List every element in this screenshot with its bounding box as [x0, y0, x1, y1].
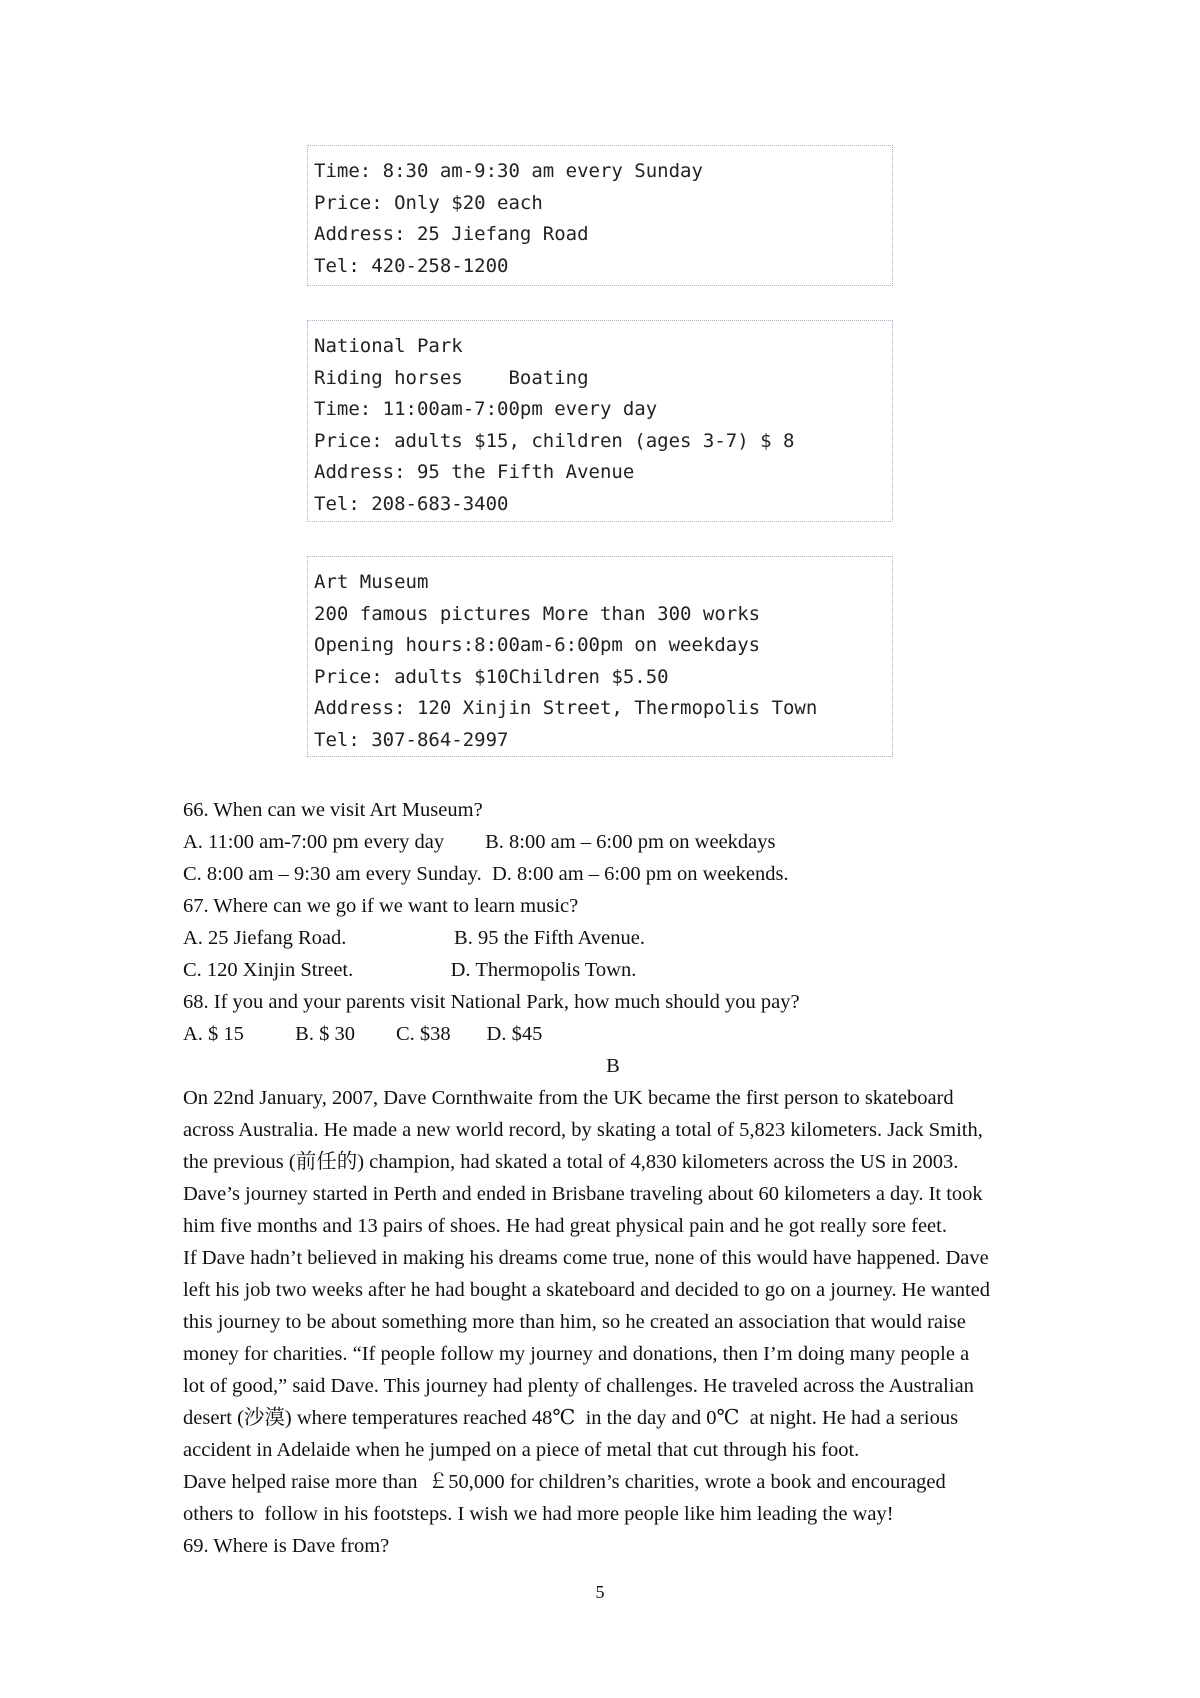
ad-box-national-park: [307, 320, 893, 522]
passage-line: money for charities. “If people follow my journey and donations, then I’m doing many people a: [183, 1343, 970, 1365]
section-b-heading: B: [606, 1055, 620, 1077]
passage-line: accident in Adelaide when he jumped on a piece of metal that cut through his foot.: [183, 1439, 860, 1461]
passage-line: left his job two weeks after he had bought a skateboard and decided to go on a journey. He wanted: [183, 1279, 991, 1301]
ad-title: National Park: [314, 335, 463, 357]
options-67-cd: C. 120 Xinjin Street. D. Thermopolis Town.: [183, 959, 637, 981]
passage-line: across Australia. He made a new world record, by skating a total of 5,823 kilometers. Jack Smith,: [183, 1119, 983, 1141]
question-68: 68. If you and your parents visit National Park, how much should you pay?: [183, 991, 800, 1013]
passage-line: others to follow in his footsteps. I wish we had more people like him leading the way!: [183, 1503, 894, 1525]
question-66: 66. When can we visit Art Museum?: [183, 799, 483, 821]
ad-line: Riding horses Boating: [314, 366, 589, 389]
options-66-cd: C. 8:00 am – 9:30 am every Sunday. D. 8:00 am – 6:00 pm on weekends.: [183, 863, 789, 885]
passage-line: desert (沙漠) where temperatures reached 48℃ in the day and 0℃ at night. He had a serious: [183, 1407, 959, 1429]
ad-box-art-museum: [307, 556, 893, 757]
ad-line: Tel: 420-258-1200: [314, 254, 509, 277]
passage-line: On 22nd January, 2007, Dave Cornthwaite from the UK became the first person to skateboard: [183, 1087, 954, 1109]
passage-line: the previous (前任的) champion, had skated a total of 4,830 kilometers across the US in 2003.: [183, 1151, 959, 1173]
ad-line: Address: 120 Xinjin Street, Thermopolis Town: [314, 697, 818, 719]
ad-line: 200 famous pictures More than 300 works: [314, 602, 761, 625]
question-67: 67. Where can we go if we want to learn music?: [183, 895, 579, 917]
ad-line: Address: 95 the Fifth Avenue: [314, 461, 635, 483]
ad-line: Price: adults $10Children $5.50: [314, 665, 669, 688]
questions-section-a: [183, 794, 1043, 1562]
passage-line: If Dave hadn’t believed in making his dreams come true, none of this would have happened. Dave: [183, 1247, 989, 1269]
passage-line: lot of good,” said Dave. This journey had plenty of challenges. He traveled across the Australian: [183, 1375, 974, 1397]
ad-line: Address: 25 Jiefang Road: [314, 223, 589, 245]
ad-title: Art Museum: [314, 571, 429, 593]
passage-line: Dave’s journey started in Perth and ended in Brisbane traveling about 60 kilometers a day. It took: [183, 1183, 983, 1205]
ad-line: Tel: 307-864-2997: [314, 728, 509, 751]
passage-line: Dave helped raise more than ￡50,000 for children’s charities, wrote a book and encouraged: [183, 1471, 946, 1493]
ad-line: Price: Only $20 each: [314, 191, 543, 214]
ad-line: Tel: 208-683-3400: [314, 492, 509, 515]
ad-line: Time: 8:30 am-9:30 am every Sunday: [314, 160, 703, 182]
options-66-ab: A. 11:00 am-7:00 pm every day B. 8:00 am – 6:00 pm on weekdays: [183, 831, 776, 853]
question-69: 69. Where is Dave from?: [183, 1535, 390, 1557]
options-68: A. $ 15 B. $ 30 C. $38 D. $45: [183, 1023, 543, 1045]
ad-line: Opening hours:8:00am-6:00pm on weekdays: [314, 634, 761, 656]
ad-line: Price: adults $15, children (ages 3-7) $ 8: [314, 429, 795, 452]
passage-line: him five months and 13 pairs of shoes. He had great physical pain and he got really sore feet.: [183, 1215, 947, 1237]
passage-line: this journey to be about something more than him, so he created an association that would raise: [183, 1311, 966, 1333]
ad-line: Time: 11:00am-7:00pm every day: [314, 398, 658, 420]
options-67-ab: A. 25 Jiefang Road. B. 95 the Fifth Avenue.: [183, 927, 645, 949]
ad-box-music: [307, 145, 893, 286]
page-number: 5: [595, 1582, 605, 1602]
